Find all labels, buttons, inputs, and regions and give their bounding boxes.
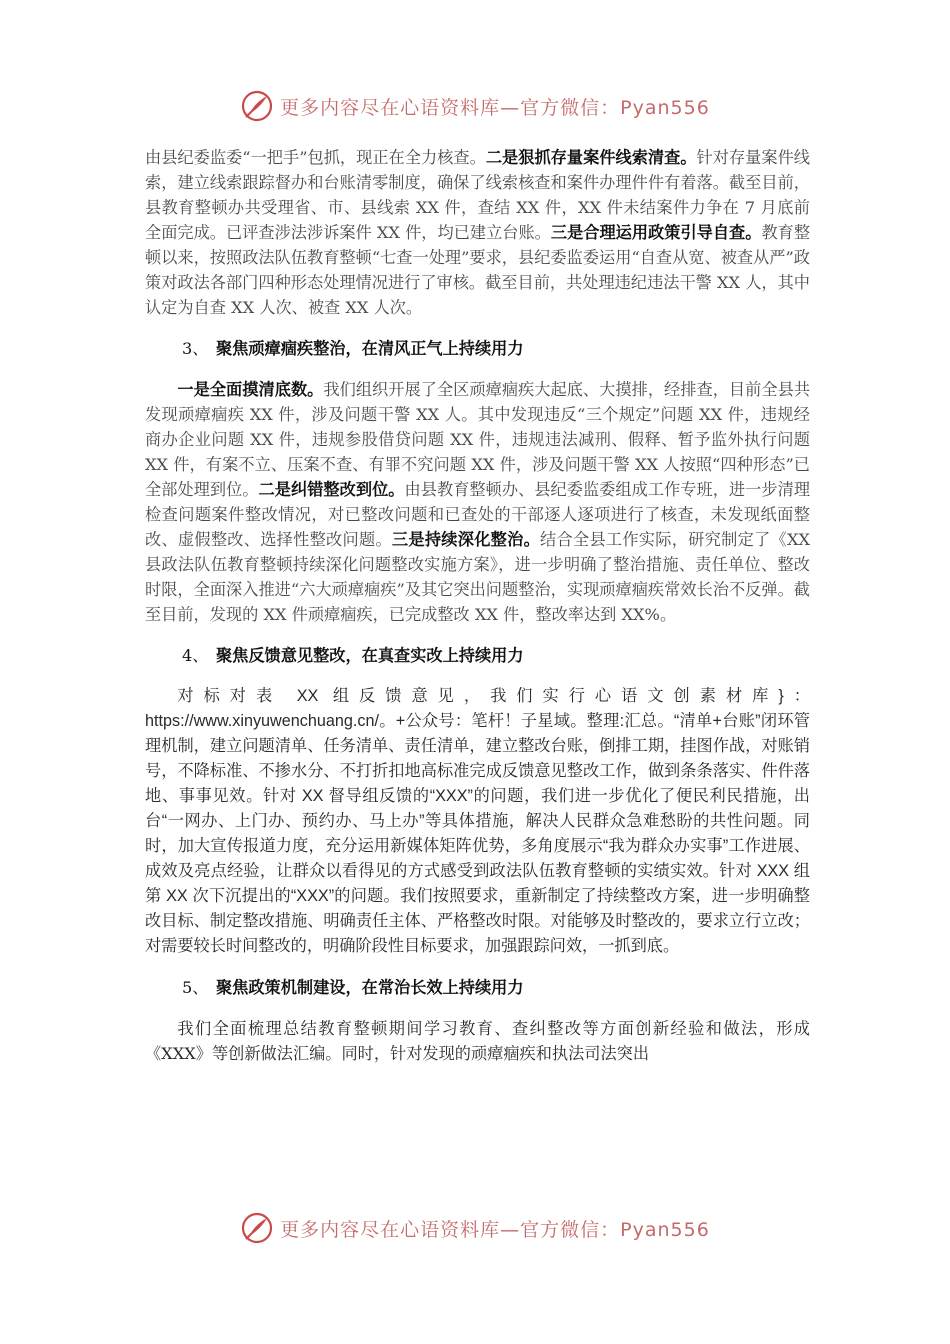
document-body bbox=[145, 145, 810, 1066]
section-heading-3 bbox=[145, 336, 810, 361]
section-heading-4 bbox=[145, 643, 810, 668]
paragraph-1 bbox=[145, 145, 810, 320]
paragraph-5: 我们全面梳理总结教育整顿期间学习教育、查纠整改等方面创新经验和做法，形成《XXX》等创新做法汇编。同时，针对发现的顽瘴痼疾和执法司法突出 bbox=[145, 1019, 810, 1063]
watermark-banner-top bbox=[0, 86, 950, 126]
watermark-text: 更多内容尽在心语资料库—官方微信：Pyan556 bbox=[280, 1218, 710, 1241]
heading-number: 5、 bbox=[182, 978, 209, 997]
text-run: 结合全县工作实际，研究制定了《XX 县政法队伍教育整顿持续深化问题整改实施方案》，进一步明确了整治措施、责任单位、整改时限，全面深入推进“六大顽瘴痼疾”及其它突出问题整治，实现顽瘴痼疾常效长治不反弹。截至目前，发现的 XX 件顽瘴痼疾，已完成整改 XX 件，整改率达到 XX%。 bbox=[145, 530, 810, 624]
watermark-banner-bottom bbox=[0, 1208, 950, 1248]
quill-logo-icon bbox=[240, 89, 274, 123]
watermark-text: 更多内容尽在心语资料库—官方微信：Pyan556 bbox=[280, 96, 710, 119]
text-run: 我们组织开展了全区顽瘴痼疾大起底、大摸排，经排查，目前全县共发现顽瘴痼疾 XX 件，涉及问题干警 XX 人。其中发现违反“三个规定”问题 XX 件，违规经商办企业问题 XX 件，违规参股借贷问题 XX 件，违规违法减刑、假释、暂予监外执行问题 XX 件，有案不立、压案不查、有罪不究问题 XX 件，涉及问题干警 XX 人按照“四种形态”已全部处理到位。 bbox=[145, 380, 811, 499]
heading-number: 3、 bbox=[182, 339, 209, 358]
quill-logo-icon bbox=[240, 1211, 274, 1245]
bold-run: 一是全面摸清底数。 bbox=[177, 380, 324, 399]
bold-run: 三是合理运用政策引导自查。 bbox=[550, 223, 762, 242]
bold-run: 二是狠抓存量案件线索清查。 bbox=[485, 148, 697, 167]
text-run: 由县纪委监委“一把手”包抓，现正在全力核查。 bbox=[145, 148, 486, 167]
text-run: 针对存量案件线索，建立线索跟踪督办和台账清零制度，确保了线索核查和案件办理件件有着落。截至目前，县教育整顿办共受理省、市、县线索 XX 件，查结 XX 件，XX 件未结案件力争在 7 月底前全面完成。已评查涉法涉诉案件 XX 件，均已建立台账。 bbox=[145, 148, 810, 242]
bold-run: 三是持续深化整治。 bbox=[391, 530, 541, 549]
text-run: 由县教育整顿办、县纪委监委组成工作专班，进一步清理检查问题案件整改情况，对已整改问题和已查处的干部逐人逐项进行了核查，未发现纸面整改、虚假整改、选择性整改问题。 bbox=[145, 480, 811, 549]
bold-run: 二是纠错整改到位。 bbox=[258, 480, 405, 499]
heading-text: 聚焦顽瘴痼疾整治，在清风正气上持续用力 bbox=[216, 339, 524, 358]
paragraph-4: 对标对表 XX 组反馈意见，我们实行心语文创素材库}：https://www.xinyuwenchuang.cn/。+公众号：笔杆！子星域。整理:汇总。“清单+台账”闭环管理机制，建立问题清单、任务清单、责任清单，建立整改台账，倒排工期，挂图作战，对账销号，不降标准、不掺水分、不打折扣地高标准完成反馈意见整改工作，做到条条落实、件件落地、事事见效。针对 XX 督导组反馈的“XXX”的问题，我们进一步优化了便民利民措施，出台“一网办、上门办、预约办、马上办”等具体措施，解决人民群众急难愁盼的共性问题。同时，加大宣传报道力度，充分运用新媒体矩阵优势，多角度展示“我为群众办实事”工作进展、成效及亮点经验，让群众以看得见的方式感受到政法队伍教育整顿的实绩实效。针对 XXX 组第 XX 次下沉提出的“XXX”的问题。我们按照要求，重新制定了持续整改方案，进一步明确整改目标、制定整改措施、明确责任主体、严格整改时限。对能够及时整改的，要求立行立改；对需要较长时间整改的，明确阶段性目标要求，加强跟踪问效，一抓到底。 bbox=[145, 687, 810, 955]
paragraph-3 bbox=[145, 377, 810, 627]
section-heading-5 bbox=[145, 975, 810, 1000]
heading-number: 4、 bbox=[182, 646, 209, 665]
text-run: 教育整顿以来，按照政法队伍教育整顿“七查一处理”要求，县纪委监委运用“自查从宽、被查从严”政策对政法各部门四种形态处理情况进行了审核。截至目前，共处理违纪违法干警 XX 人，其中认定为自查 XX 人次、被查 XX 人次。 bbox=[145, 223, 811, 317]
heading-text: 聚焦政策机制建设，在常治长效上持续用力 bbox=[216, 978, 524, 997]
heading-text: 聚焦反馈意见整改，在真查实改上持续用力 bbox=[216, 646, 524, 665]
